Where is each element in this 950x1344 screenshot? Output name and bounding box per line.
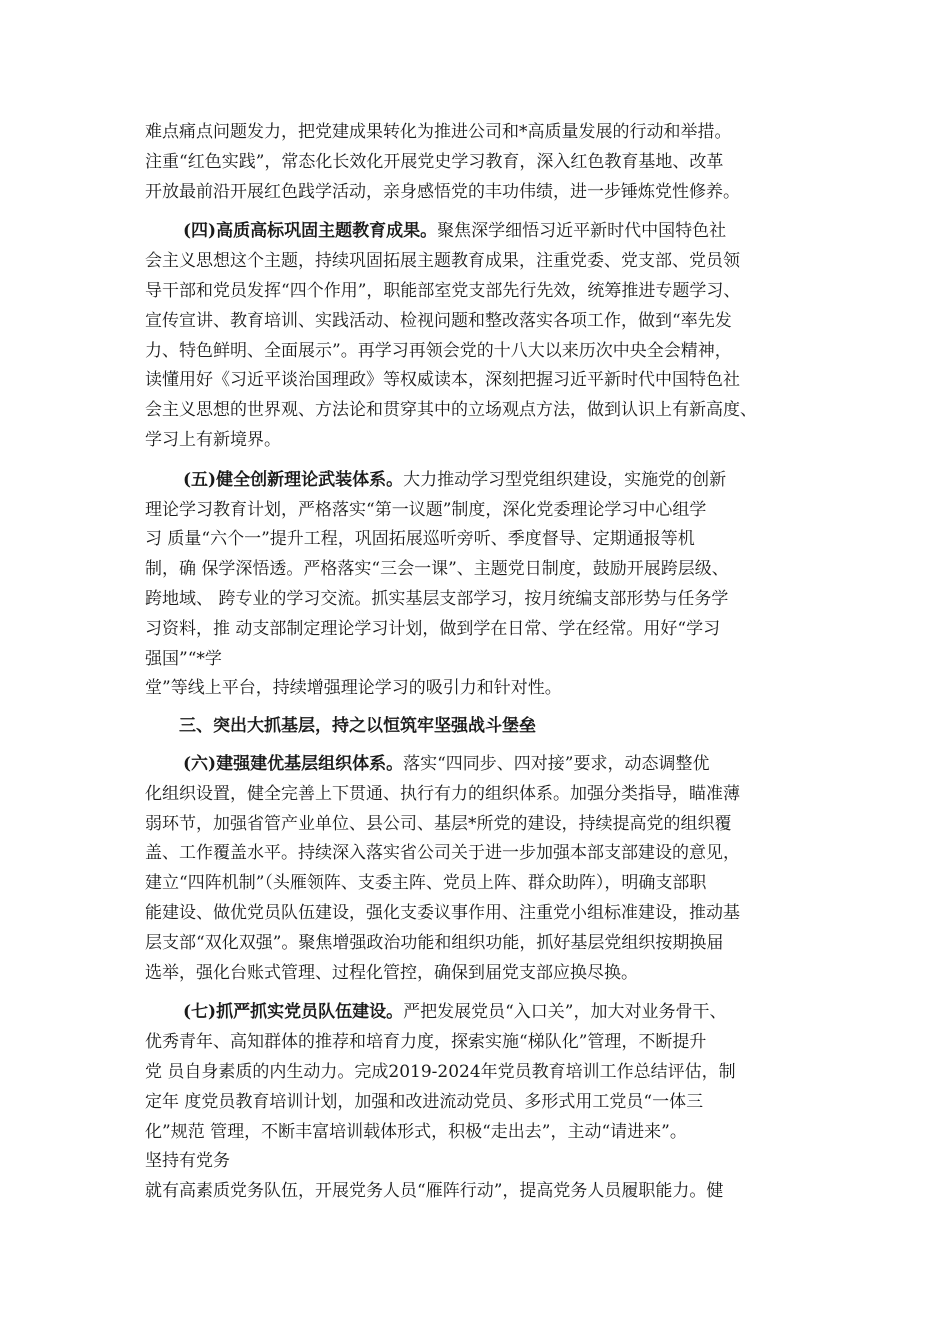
section-lead: (五)健全创新理论武装体系。: [183, 469, 404, 490]
text-line: 会主义思想这个主题，持续巩固拓展主题教育成果，注重党委、党支部、党员领: [145, 251, 740, 272]
text-line: 能建设、做优党员队伍建设，强化支委议事作用、注重党小组标准建设，推动基: [145, 902, 740, 923]
text-line: 读懂用好《习近平谈治国理政》等权威读本，深刻把握习近平新时代中国特色社: [145, 370, 740, 391]
lead-rest: 严把发展党员“入口关”，加大对业务骨干、: [403, 1002, 727, 1023]
paragraph-five: [145, 466, 810, 704]
text-line: 会主义思想的世界观、方法论和贯穿其中的立场观点方法，做到认识上有新高度、: [145, 400, 757, 421]
text-line: 宣传宣讲、教育培训、实践活动、检视问题和整改落实各项工作，做到“率先发: [145, 310, 732, 331]
paragraph-four: [145, 217, 810, 455]
section-lead: (四)高质高标巩固主题教育成果。: [183, 221, 438, 242]
lead-rest: 大力推动学习型党组织建设，实施党的创新: [403, 469, 727, 490]
text-line: 开放最前沿开展红色践学活动，亲身感悟党的丰功伟绩，进一步锤炼党性修养。: [145, 181, 740, 202]
text-line: 建立“四阵机制”（头雁领阵、支委主阵、党员上阵、群众助阵），明确支部职: [145, 873, 707, 894]
section-lead: (六)建强建优基层组织体系。: [183, 753, 404, 774]
text-line: 习资料，推 动支部制定理论学习计划，做到学在日常、学在经常。用好“学习: [145, 618, 721, 639]
text-line: 坚持有党务: [145, 1151, 230, 1172]
text-line: 定年 度党员教育培训计划，加强和改进流动党员、多形式用工党员“一体三: [145, 1091, 704, 1112]
text-line: 导干部和党员发挥“四个作用”，职能部室党支部先行先效，统筹推进专题学习、: [145, 280, 741, 301]
text-line: 堂”等线上平台，持续增强理论学习的吸引力和针对性。: [145, 678, 562, 699]
section-heading: 三、突出大抓基层，持之以恒筑牢坚强战斗堡垒: [179, 716, 536, 737]
document-page: [145, 118, 810, 1207]
text-line: 弱环节，加强省管产业单位、县公司、基层*所党的建设，持续提高党的组织覆: [145, 813, 732, 834]
text-line: 选举，强化台账式管理、过程化管控，确保到届党支部应换尽换。: [145, 962, 638, 983]
text-line: 注重“红色实践”，常态化长效化开展党史学习教育，深入红色教育基地、改革: [145, 151, 724, 172]
section-lead: (七)抓严抓实党员队伍建设。: [183, 1002, 404, 1023]
paragraph-six: [145, 750, 810, 988]
first-line: [145, 466, 810, 496]
text-line: 层支部“双化双强”。聚焦增强政治功能和组织功能，抓好基层党组织按期换届: [145, 932, 724, 953]
text-line: 党 员自身素质的内生动力。完成2019-2024年党员教育培训工作总结评估，制: [145, 1061, 736, 1082]
text-line: 优秀青年、高知群体的推荐和培育力度，探索实施“梯队化”管理，不断提升: [145, 1032, 707, 1053]
text-line: 制，确 保学深悟透。严格落实“三会一课”、主题党日制度，鼓励开展跨层级、: [145, 559, 729, 580]
text-line: 跨地域、 跨专业的学习交流。抓实基层支部学习，按月统编支部形势与任务学: [145, 588, 729, 609]
lead-rest: 聚焦深学细悟习近平新时代中国特色社: [437, 221, 727, 242]
paragraph-intro: [145, 118, 810, 207]
first-line: [145, 750, 810, 780]
first-line: [145, 217, 810, 247]
paragraph-seven: [145, 998, 810, 1207]
lead-rest: 落实“四同步、四对接”要求，动态调整优: [403, 753, 710, 774]
text-line: 习 质量“六个一”提升工程，巩固拓展巡听旁听、季度督导、定期通报等机: [145, 529, 695, 550]
first-line: [145, 998, 810, 1028]
text-line: 化组织设置，健全完善上下贯通、执行有力的组织体系。加强分类指导，瞄准薄: [145, 783, 740, 804]
text-line: 理论学习教育计划，严格落实“第一议题”制度，深化党委理论学习中心组学: [145, 499, 707, 520]
text-line: 化”规范 管理，不断丰富培训载体形式，积极“走出去”，主动“请进来”。: [145, 1121, 687, 1142]
text-line: 盖、工作覆盖水平。持续深入落实省公司关于进一步加强本部支部建设的意见，: [145, 843, 740, 864]
text-line: 学习上有新境界。: [145, 429, 281, 450]
text-line: 强国”“*学: [145, 648, 222, 669]
text-line: 就有高素质党务队伍，开展党务人员“雁阵行动”，提高党务人员履职能力。健: [145, 1181, 724, 1202]
text-line: 力、特色鲜明、全面展示”。再学习再领会党的十八大以来历次中央全会精神，: [145, 340, 732, 361]
text-line: 难点痛点问题发力，把党建成果转化为推进公司和*高质量发展的行动和举措。: [145, 122, 732, 142]
